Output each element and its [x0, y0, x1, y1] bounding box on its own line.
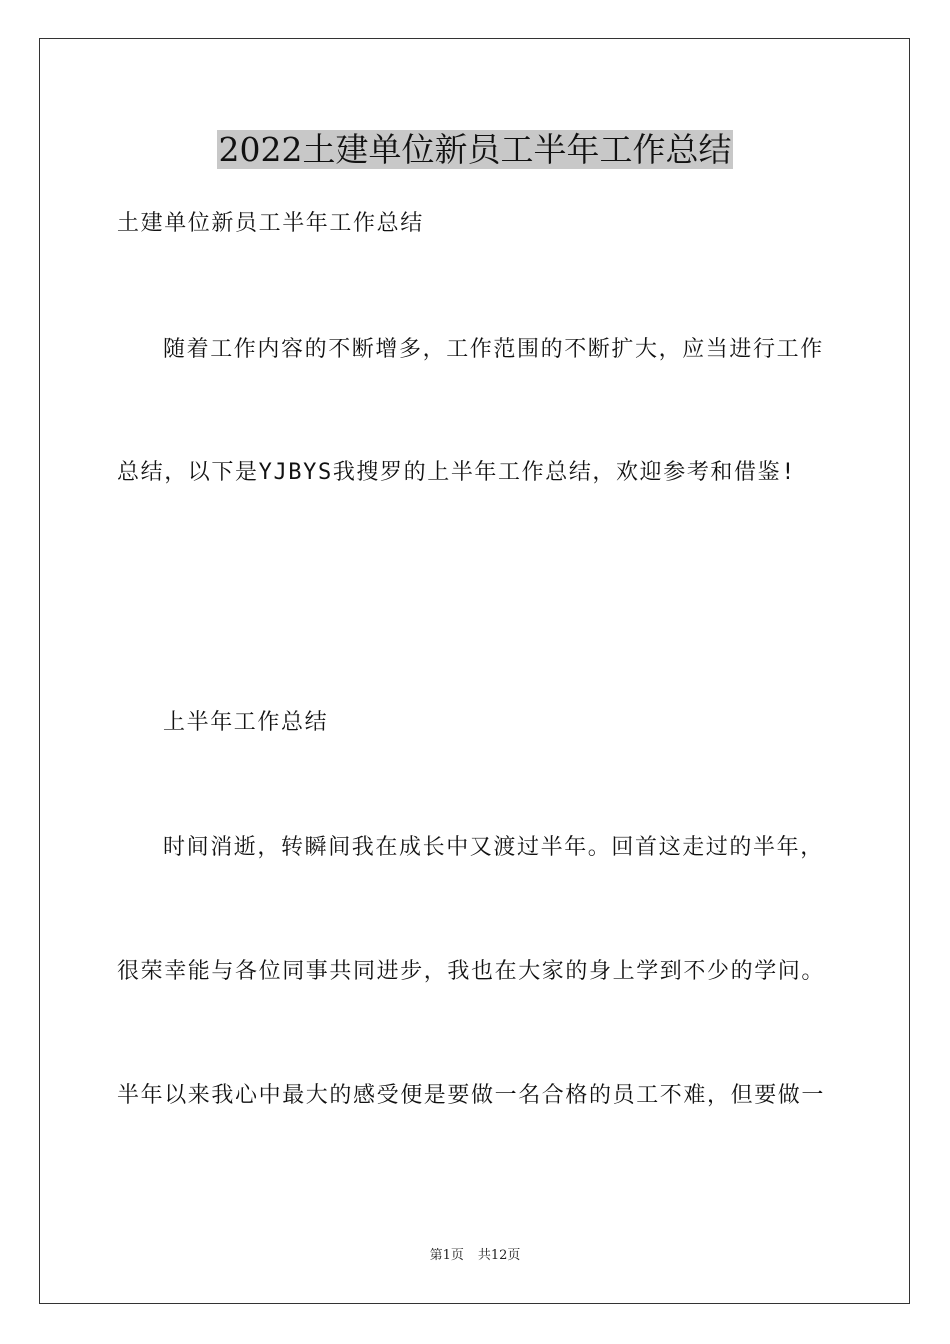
page-number: 第1页: [429, 1248, 464, 1263]
paragraph-line: 总结，以下是YJBYS我搜罗的上半年工作总结，欢迎参考和借鉴!: [117, 460, 797, 485]
document-title: [0, 128, 950, 172]
paragraph-line: 随着工作内容的不断增多，工作范围的不断扩大，应当进行工作: [163, 337, 824, 362]
document-title-text: 2022土建单位新员工半年工作总结: [218, 130, 732, 169]
paragraph-line: 半年以来我心中最大的感受便是要做一名合格的员工不难，但要做一: [117, 1083, 826, 1108]
paragraph-line: 很荣幸能与各位同事共同进步，我也在大家的身上学到不少的学问。: [117, 959, 826, 984]
page-footer: [0, 1247, 950, 1265]
page-total: 共12页: [477, 1248, 521, 1263]
section-heading: 上半年工作总结: [163, 710, 329, 735]
subtitle-line: 土建单位新员工半年工作总结: [117, 211, 424, 236]
paragraph-line: 时间消逝，转瞬间我在成长中又渡过半年。回首这走过的半年，: [163, 835, 824, 860]
